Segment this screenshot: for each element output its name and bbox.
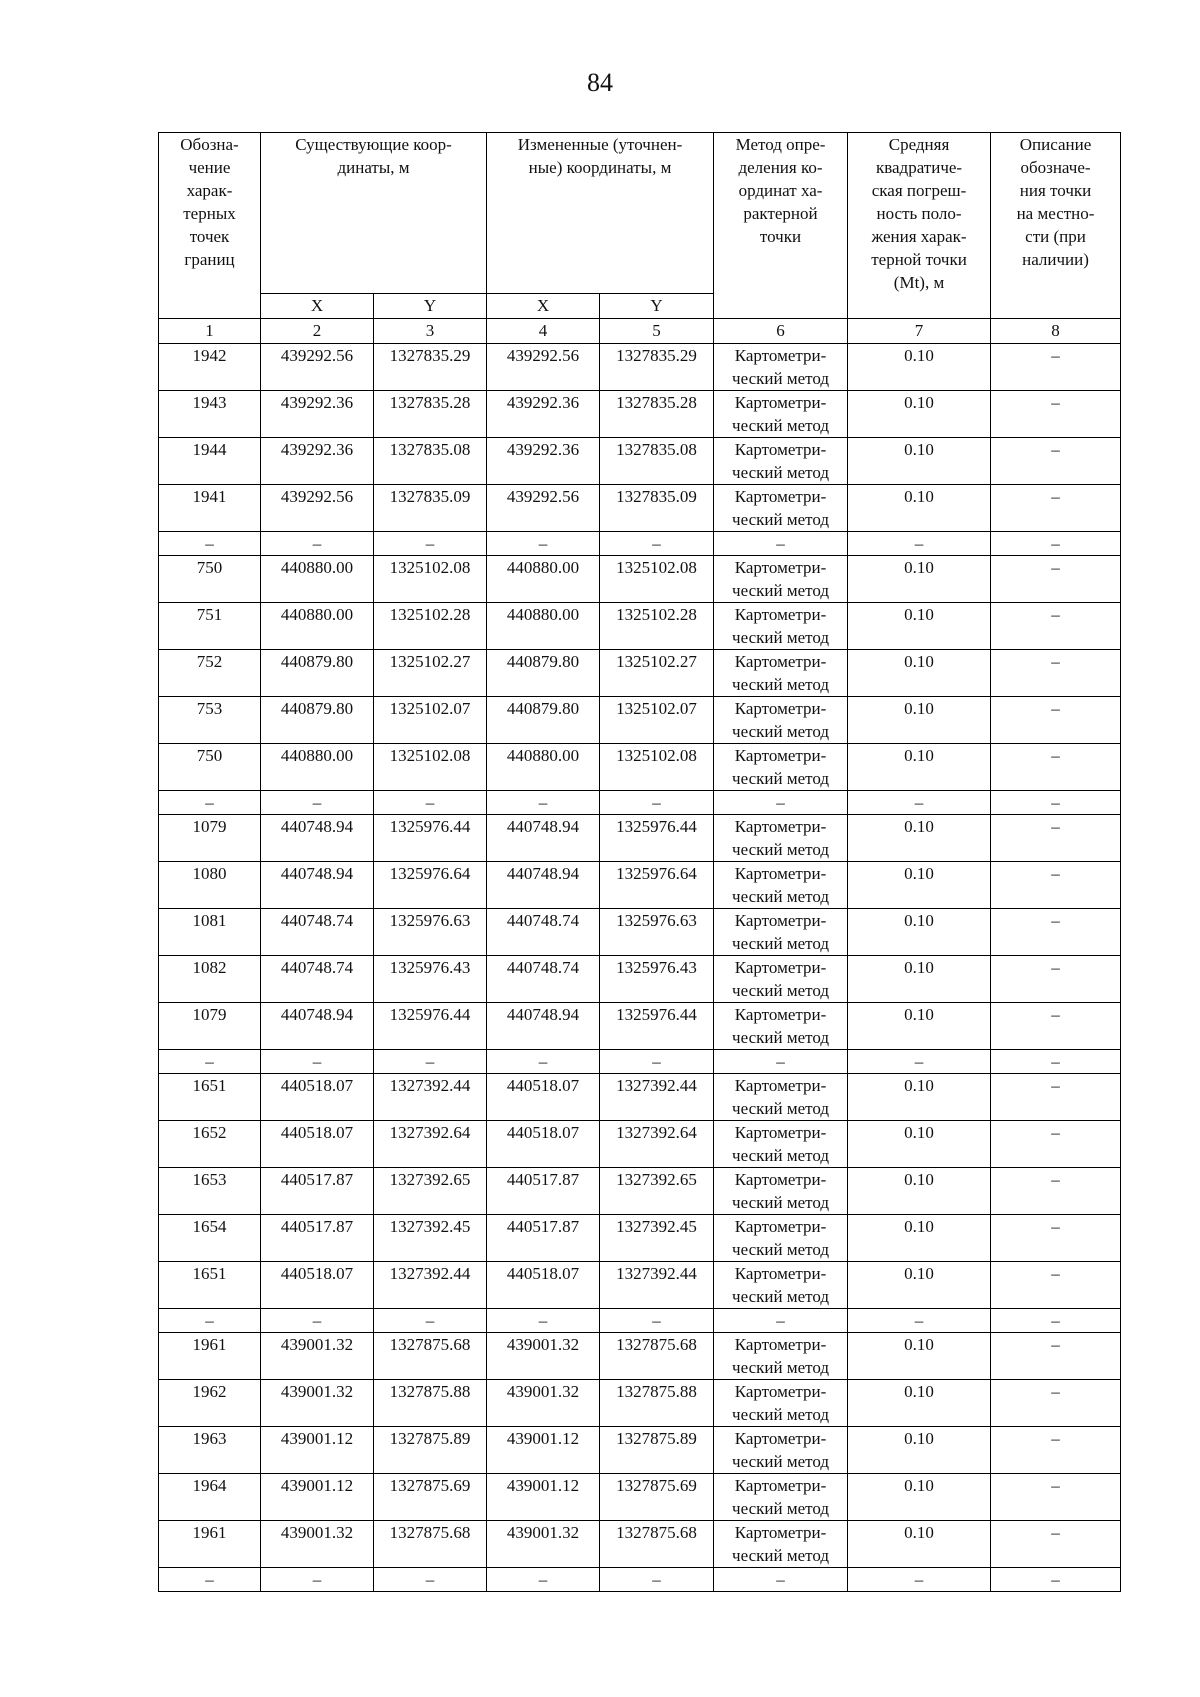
changed-x-cell: 439292.56	[487, 344, 600, 391]
separator-cell: –	[261, 532, 374, 556]
header-existing-y: Y	[374, 294, 487, 319]
changed-y-cell: 1327835.29	[600, 344, 714, 391]
description-cell: –	[991, 1427, 1121, 1474]
separator-cell: –	[848, 1050, 991, 1074]
existing-x-cell: 439001.32	[261, 1333, 374, 1380]
error-cell: 0.10	[848, 1380, 991, 1427]
point-id-cell: 1942	[159, 344, 261, 391]
changed-y-cell: 1325976.44	[600, 815, 714, 862]
method-cell: Картометри- ческий метод	[714, 1074, 848, 1121]
error-cell: 0.10	[848, 909, 991, 956]
table-row	[159, 744, 1121, 791]
table-row	[159, 1521, 1121, 1568]
point-id-cell: 1651	[159, 1074, 261, 1121]
description-cell: –	[991, 1262, 1121, 1309]
table-row	[159, 438, 1121, 485]
error-cell: 0.10	[848, 862, 991, 909]
changed-x-cell: 440748.94	[487, 815, 600, 862]
separator-cell: –	[487, 532, 600, 556]
separator-cell: –	[714, 791, 848, 815]
changed-x-cell: 440879.80	[487, 650, 600, 697]
point-id-cell: 1652	[159, 1121, 261, 1168]
column-number: 4	[487, 319, 600, 344]
method-cell: Картометри- ческий метод	[714, 1003, 848, 1050]
header-changed-coordinates: Измененные (уточнен- ные) координаты, м	[487, 133, 714, 294]
changed-y-cell: 1325102.07	[600, 697, 714, 744]
error-cell: 0.10	[848, 1121, 991, 1168]
existing-x-cell: 439001.32	[261, 1521, 374, 1568]
separator-cell: –	[600, 532, 714, 556]
point-id-cell: 753	[159, 697, 261, 744]
separator-row	[159, 1568, 1121, 1592]
existing-x-cell: 440518.07	[261, 1121, 374, 1168]
description-cell: –	[991, 438, 1121, 485]
table-row	[159, 1380, 1121, 1427]
existing-y-cell: 1325976.44	[374, 1003, 487, 1050]
error-cell: 0.10	[848, 1215, 991, 1262]
point-id-cell: 1943	[159, 391, 261, 438]
error-cell: 0.10	[848, 438, 991, 485]
changed-x-cell: 440517.87	[487, 1168, 600, 1215]
point-id-cell: 750	[159, 744, 261, 791]
changed-y-cell: 1327875.68	[600, 1521, 714, 1568]
method-cell: Картометри- ческий метод	[714, 1427, 848, 1474]
existing-x-cell: 440748.74	[261, 956, 374, 1003]
separator-cell: –	[991, 791, 1121, 815]
separator-cell: –	[991, 1309, 1121, 1333]
separator-cell: –	[848, 1309, 991, 1333]
column-number: 2	[261, 319, 374, 344]
table-row	[159, 909, 1121, 956]
point-id-cell: 1961	[159, 1521, 261, 1568]
table-row	[159, 1215, 1121, 1262]
existing-x-cell: 439292.36	[261, 438, 374, 485]
method-cell: Картометри- ческий метод	[714, 815, 848, 862]
table-row	[159, 1121, 1121, 1168]
existing-y-cell: 1327392.44	[374, 1262, 487, 1309]
error-cell: 0.10	[848, 344, 991, 391]
changed-y-cell: 1327875.69	[600, 1474, 714, 1521]
column-number: 7	[848, 319, 991, 344]
existing-y-cell: 1327875.68	[374, 1521, 487, 1568]
existing-y-cell: 1327392.45	[374, 1215, 487, 1262]
column-number: 6	[714, 319, 848, 344]
table-row	[159, 1427, 1121, 1474]
changed-x-cell: 439001.32	[487, 1521, 600, 1568]
existing-y-cell: 1325102.08	[374, 556, 487, 603]
header-error: Средняя квадратиче- ская погреш- ность поло- жения харак- терной точки (Mt), м	[848, 133, 991, 319]
method-cell: Картометри- ческий метод	[714, 344, 848, 391]
table-row	[159, 815, 1121, 862]
header-changed-x: X	[487, 294, 600, 319]
separator-row	[159, 791, 1121, 815]
method-cell: Картометри- ческий метод	[714, 603, 848, 650]
method-cell: Картометри- ческий метод	[714, 1168, 848, 1215]
changed-x-cell: 440518.07	[487, 1262, 600, 1309]
method-cell: Картометри- ческий метод	[714, 1333, 848, 1380]
page-number: 84	[587, 68, 613, 97]
method-cell: Картометри- ческий метод	[714, 956, 848, 1003]
changed-y-cell: 1327835.09	[600, 485, 714, 532]
point-id-cell: 1654	[159, 1215, 261, 1262]
table-row	[159, 1003, 1121, 1050]
separator-cell: –	[600, 791, 714, 815]
table-row	[159, 862, 1121, 909]
existing-y-cell: 1327835.08	[374, 438, 487, 485]
existing-x-cell: 439292.56	[261, 485, 374, 532]
separator-cell: –	[159, 1050, 261, 1074]
description-cell: –	[991, 391, 1121, 438]
table-row	[159, 485, 1121, 532]
separator-cell: –	[374, 1309, 487, 1333]
column-number: 1	[159, 319, 261, 344]
table-row	[159, 1168, 1121, 1215]
description-cell: –	[991, 1521, 1121, 1568]
method-cell: Картометри- ческий метод	[714, 909, 848, 956]
changed-x-cell: 440880.00	[487, 556, 600, 603]
separator-cell: –	[991, 532, 1121, 556]
existing-x-cell: 440748.74	[261, 909, 374, 956]
existing-y-cell: 1325102.07	[374, 697, 487, 744]
table-row	[159, 697, 1121, 744]
method-cell: Картометри- ческий метод	[714, 1215, 848, 1262]
error-cell: 0.10	[848, 1333, 991, 1380]
existing-y-cell: 1325102.28	[374, 603, 487, 650]
separator-cell: –	[374, 1568, 487, 1592]
changed-x-cell: 440748.94	[487, 862, 600, 909]
point-id-cell: 1082	[159, 956, 261, 1003]
table-row	[159, 1474, 1121, 1521]
column-number: 8	[991, 319, 1121, 344]
error-cell: 0.10	[848, 956, 991, 1003]
column-number: 3	[374, 319, 487, 344]
method-cell: Картометри- ческий метод	[714, 1121, 848, 1168]
changed-y-cell: 1325976.43	[600, 956, 714, 1003]
existing-y-cell: 1327835.29	[374, 344, 487, 391]
separator-cell: –	[848, 791, 991, 815]
method-cell: Картометри- ческий метод	[714, 1380, 848, 1427]
existing-x-cell: 440880.00	[261, 603, 374, 650]
separator-cell: –	[487, 1309, 600, 1333]
existing-x-cell: 439292.56	[261, 344, 374, 391]
description-cell: –	[991, 1121, 1121, 1168]
point-id-cell: 1651	[159, 1262, 261, 1309]
existing-x-cell: 440518.07	[261, 1074, 374, 1121]
error-cell: 0.10	[848, 556, 991, 603]
changed-y-cell: 1327875.68	[600, 1333, 714, 1380]
point-id-cell: 1944	[159, 438, 261, 485]
point-id-cell: 750	[159, 556, 261, 603]
changed-y-cell: 1325102.08	[600, 744, 714, 791]
existing-y-cell: 1327875.88	[374, 1380, 487, 1427]
error-cell: 0.10	[848, 603, 991, 650]
separator-cell: –	[714, 1050, 848, 1074]
column-number: 5	[600, 319, 714, 344]
separator-cell: –	[991, 1568, 1121, 1592]
header-designation: Обозна- чение харак- терных точек границ	[159, 133, 261, 319]
coordinates-table	[158, 132, 1121, 1592]
point-id-cell: 1941	[159, 485, 261, 532]
existing-x-cell: 440880.00	[261, 556, 374, 603]
error-cell: 0.10	[848, 697, 991, 744]
existing-y-cell: 1327392.64	[374, 1121, 487, 1168]
table-row	[159, 556, 1121, 603]
description-cell: –	[991, 862, 1121, 909]
table-row	[159, 1074, 1121, 1121]
error-cell: 0.10	[848, 485, 991, 532]
description-cell: –	[991, 1333, 1121, 1380]
method-cell: Картометри- ческий метод	[714, 744, 848, 791]
changed-y-cell: 1327875.89	[600, 1427, 714, 1474]
changed-x-cell: 439292.36	[487, 391, 600, 438]
separator-cell: –	[374, 1050, 487, 1074]
changed-y-cell: 1325976.64	[600, 862, 714, 909]
existing-y-cell: 1325102.27	[374, 650, 487, 697]
existing-x-cell: 439001.12	[261, 1474, 374, 1521]
separator-row	[159, 532, 1121, 556]
existing-y-cell: 1325976.64	[374, 862, 487, 909]
header-method: Метод опре- деления ко- ординат ха- рактерной точки	[714, 133, 848, 319]
separator-row	[159, 1309, 1121, 1333]
existing-y-cell: 1325102.08	[374, 744, 487, 791]
separator-cell: –	[487, 1050, 600, 1074]
separator-cell: –	[261, 791, 374, 815]
error-cell: 0.10	[848, 650, 991, 697]
description-cell: –	[991, 344, 1121, 391]
description-cell: –	[991, 1380, 1121, 1427]
table-row	[159, 650, 1121, 697]
changed-x-cell: 440518.07	[487, 1121, 600, 1168]
changed-y-cell: 1325102.08	[600, 556, 714, 603]
table-row	[159, 956, 1121, 1003]
changed-x-cell: 439001.32	[487, 1333, 600, 1380]
changed-x-cell: 439001.32	[487, 1380, 600, 1427]
existing-x-cell: 440517.87	[261, 1168, 374, 1215]
method-cell: Картометри- ческий метод	[714, 485, 848, 532]
existing-x-cell: 439001.12	[261, 1427, 374, 1474]
method-cell: Картометри- ческий метод	[714, 697, 848, 744]
separator-cell: –	[487, 1568, 600, 1592]
point-id-cell: 1961	[159, 1333, 261, 1380]
point-id-cell: 1962	[159, 1380, 261, 1427]
changed-x-cell: 440879.80	[487, 697, 600, 744]
changed-x-cell: 440880.00	[487, 603, 600, 650]
existing-y-cell: 1325976.63	[374, 909, 487, 956]
point-id-cell: 1079	[159, 815, 261, 862]
point-id-cell: 1079	[159, 1003, 261, 1050]
changed-y-cell: 1327875.88	[600, 1380, 714, 1427]
table-row	[159, 1262, 1121, 1309]
existing-x-cell: 440748.94	[261, 862, 374, 909]
existing-y-cell: 1325976.43	[374, 956, 487, 1003]
changed-y-cell: 1327392.45	[600, 1215, 714, 1262]
changed-x-cell: 439292.56	[487, 485, 600, 532]
existing-y-cell: 1327835.28	[374, 391, 487, 438]
separator-cell: –	[848, 1568, 991, 1592]
changed-x-cell: 439001.12	[487, 1474, 600, 1521]
changed-y-cell: 1325976.63	[600, 909, 714, 956]
separator-cell: –	[261, 1309, 374, 1333]
method-cell: Картометри- ческий метод	[714, 1262, 848, 1309]
existing-y-cell: 1327875.69	[374, 1474, 487, 1521]
description-cell: –	[991, 815, 1121, 862]
separator-cell: –	[991, 1050, 1121, 1074]
description-cell: –	[991, 744, 1121, 791]
description-cell: –	[991, 697, 1121, 744]
changed-x-cell: 439292.36	[487, 438, 600, 485]
description-cell: –	[991, 1215, 1121, 1262]
changed-y-cell: 1327392.65	[600, 1168, 714, 1215]
header-existing-x: X	[261, 294, 374, 319]
separator-cell: –	[487, 791, 600, 815]
separator-row	[159, 1050, 1121, 1074]
existing-y-cell: 1327875.68	[374, 1333, 487, 1380]
point-id-cell: 1081	[159, 909, 261, 956]
method-cell: Картометри- ческий метод	[714, 1474, 848, 1521]
changed-x-cell: 440518.07	[487, 1074, 600, 1121]
existing-x-cell: 439292.36	[261, 391, 374, 438]
description-cell: –	[991, 1474, 1121, 1521]
error-cell: 0.10	[848, 744, 991, 791]
separator-cell: –	[600, 1568, 714, 1592]
error-cell: 0.10	[848, 1003, 991, 1050]
method-cell: Картометри- ческий метод	[714, 862, 848, 909]
existing-y-cell: 1327392.65	[374, 1168, 487, 1215]
existing-y-cell: 1325976.44	[374, 815, 487, 862]
existing-x-cell: 440879.80	[261, 650, 374, 697]
error-cell: 0.10	[848, 391, 991, 438]
separator-cell: –	[714, 1568, 848, 1592]
method-cell: Картометри- ческий метод	[714, 650, 848, 697]
changed-y-cell: 1327392.44	[600, 1074, 714, 1121]
separator-cell: –	[261, 1568, 374, 1592]
description-cell: –	[991, 556, 1121, 603]
separator-cell: –	[600, 1309, 714, 1333]
method-cell: Картометри- ческий метод	[714, 1521, 848, 1568]
point-id-cell: 1964	[159, 1474, 261, 1521]
separator-cell: –	[600, 1050, 714, 1074]
changed-x-cell: 440880.00	[487, 744, 600, 791]
description-cell: –	[991, 1168, 1121, 1215]
header-description: Описание обозначе- ния точки на местно- сти (при наличии)	[991, 133, 1121, 319]
description-cell: –	[991, 485, 1121, 532]
separator-cell: –	[159, 791, 261, 815]
changed-x-cell: 440517.87	[487, 1215, 600, 1262]
existing-x-cell: 440879.80	[261, 697, 374, 744]
separator-cell: –	[714, 1309, 848, 1333]
header-existing-coordinates: Существующие коор- динаты, м	[261, 133, 487, 294]
separator-cell: –	[374, 791, 487, 815]
point-id-cell: 752	[159, 650, 261, 697]
existing-x-cell: 440880.00	[261, 744, 374, 791]
error-cell: 0.10	[848, 1474, 991, 1521]
existing-x-cell: 439001.32	[261, 1380, 374, 1427]
error-cell: 0.10	[848, 815, 991, 862]
method-cell: Картометри- ческий метод	[714, 391, 848, 438]
changed-x-cell: 440748.94	[487, 1003, 600, 1050]
separator-cell: –	[848, 532, 991, 556]
changed-x-cell: 440748.74	[487, 909, 600, 956]
changed-y-cell: 1325102.28	[600, 603, 714, 650]
table-row	[159, 603, 1121, 650]
separator-cell: –	[261, 1050, 374, 1074]
description-cell: –	[991, 1003, 1121, 1050]
description-cell: –	[991, 1074, 1121, 1121]
table-row	[159, 391, 1121, 438]
existing-x-cell: 440748.94	[261, 1003, 374, 1050]
description-cell: –	[991, 603, 1121, 650]
error-cell: 0.10	[848, 1262, 991, 1309]
method-cell: Картометри- ческий метод	[714, 438, 848, 485]
error-cell: 0.10	[848, 1427, 991, 1474]
description-cell: –	[991, 956, 1121, 1003]
point-id-cell: 1963	[159, 1427, 261, 1474]
changed-x-cell: 440748.74	[487, 956, 600, 1003]
point-id-cell: 751	[159, 603, 261, 650]
separator-cell: –	[159, 532, 261, 556]
separator-cell: –	[159, 1568, 261, 1592]
description-cell: –	[991, 650, 1121, 697]
existing-y-cell: 1327392.44	[374, 1074, 487, 1121]
existing-x-cell: 440517.87	[261, 1215, 374, 1262]
table-body	[159, 344, 1121, 1592]
error-cell: 0.10	[848, 1168, 991, 1215]
table-row	[159, 1333, 1121, 1380]
separator-cell: –	[159, 1309, 261, 1333]
changed-x-cell: 439001.12	[487, 1427, 600, 1474]
error-cell: 0.10	[848, 1074, 991, 1121]
changed-y-cell: 1325976.44	[600, 1003, 714, 1050]
separator-cell: –	[714, 532, 848, 556]
header-changed-y: Y	[600, 294, 714, 319]
table-row	[159, 344, 1121, 391]
existing-x-cell: 440748.94	[261, 815, 374, 862]
method-cell: Картометри- ческий метод	[714, 556, 848, 603]
existing-y-cell: 1327875.89	[374, 1427, 487, 1474]
changed-y-cell: 1327835.08	[600, 438, 714, 485]
point-id-cell: 1653	[159, 1168, 261, 1215]
changed-y-cell: 1327392.44	[600, 1262, 714, 1309]
description-cell: –	[991, 909, 1121, 956]
error-cell: 0.10	[848, 1521, 991, 1568]
existing-y-cell: 1327835.09	[374, 485, 487, 532]
separator-cell: –	[374, 532, 487, 556]
existing-x-cell: 440518.07	[261, 1262, 374, 1309]
changed-y-cell: 1327835.28	[600, 391, 714, 438]
point-id-cell: 1080	[159, 862, 261, 909]
changed-y-cell: 1327392.64	[600, 1121, 714, 1168]
changed-y-cell: 1325102.27	[600, 650, 714, 697]
